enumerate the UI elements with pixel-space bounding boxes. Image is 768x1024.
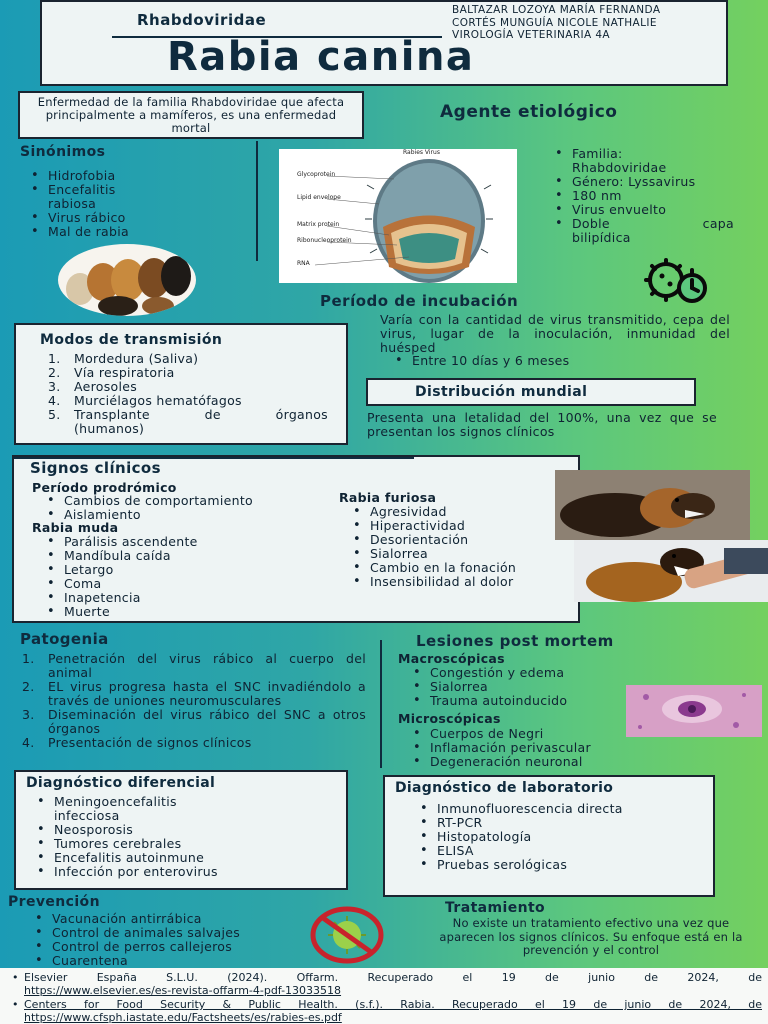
negri-body-micrograph: [626, 685, 762, 737]
list-item: • Cuerpos de Negri: [402, 727, 682, 741]
list-item: • Virus rábico: [20, 211, 150, 225]
intro-text: Enfermedad de la familia Rhabdoviridae que afecta principalmente a mamíferos, es una enfermedad mortal: [37, 95, 345, 135]
intro-box: [18, 91, 364, 139]
list-item: 3. Diseminación del virus rábico del SNC a otros órganos: [22, 707, 366, 736]
list-item: 4. Murciélagos hematófagos: [48, 393, 242, 408]
signos-divider: [14, 457, 414, 459]
list-item: • RT-PCR: [409, 816, 699, 830]
list-item: • Muerte: [36, 605, 266, 619]
biting-dog-photo: [574, 540, 768, 602]
reference-2: • Centers for Food Security & Public Health. (s.f.). Rabia. Recuperado el 19 de junio de 2024, de https://www.cfsph.iastate.edu/Factsheets/es/rabies-es.pdf: [12, 998, 762, 1024]
agente-title: Agente etiológico: [440, 102, 618, 122]
incubacion-list: [384, 354, 684, 368]
list-item: • Sialorrea: [402, 680, 632, 694]
macro-title: Macroscópicas: [398, 651, 505, 666]
course: VIROLOGÍA VETERINARIA 4A: [452, 29, 611, 41]
diagram-label: RNA: [297, 260, 310, 267]
macro-list: [402, 666, 632, 708]
sinonimos-title: Sinónimos: [20, 144, 106, 160]
section-divider: [256, 141, 258, 261]
section-divider: [380, 640, 382, 768]
diferencial-title: Diagnóstico diferencial: [26, 775, 216, 791]
diferencial-box: [14, 770, 348, 890]
list-item: • Trauma autoinducido: [402, 694, 632, 708]
list-item: • Hiperactividad: [342, 519, 582, 533]
list-item: • Pruebas serológicas: [409, 858, 699, 872]
list-item: • Inapetencia: [36, 591, 266, 605]
list-item: • Inmunofluorescencia directa: [409, 802, 699, 816]
list-item: • Congestión y edema: [402, 666, 632, 680]
list-item: • Vacunación antirrábica: [24, 912, 314, 926]
list-item: • Neosporosis: [26, 823, 226, 837]
list-item: 3. Aerosoles: [48, 379, 138, 394]
tratamiento-title: Tratamiento: [445, 900, 546, 916]
dogs-photo: [58, 244, 196, 316]
distribucion-title: Distribución mundial: [415, 384, 588, 400]
lesiones-title: Lesiones post mortem: [416, 632, 614, 650]
signos-box: [12, 455, 580, 623]
list-item: • Control de animales salvajes: [24, 926, 314, 940]
laboratorio-box: [383, 775, 715, 897]
list-item: • Histopatología: [409, 830, 699, 844]
transmision-title: Modos de transmisión: [40, 332, 223, 348]
reference-1-link[interactable]: https://www.elsevier.es/es-revista-offarm-4-pdf-13033518: [24, 984, 342, 997]
list-item: • Control de perros callejeros: [24, 940, 314, 954]
distribucion-text: Presenta una letalidad del 100%, una vez que se presentan los signos clínicos: [367, 410, 717, 439]
list-item: • Tumores cerebrales: [26, 837, 226, 851]
furiosa-title: Rabia furiosa: [339, 490, 437, 505]
signos-title: Signos clínicos: [30, 459, 161, 477]
diferencial-list: [26, 795, 226, 879]
virus-diagram-title: Rabies Virus: [403, 149, 440, 156]
diagram-label: Ribonucleoprotein: [297, 237, 352, 244]
list-item: 4. Presentación de signos clínicos: [22, 735, 252, 750]
transmision-box: [14, 323, 348, 445]
list-item: • Letargo: [36, 563, 266, 577]
reference-2-link[interactable]: https://www.cfsph.iastate.edu/Factsheets/es/rabies-es.pdf: [24, 1011, 342, 1024]
list-item: • Meningoencefalitis infecciosa: [26, 795, 226, 823]
family-label: Rhabdoviridae: [137, 11, 267, 29]
list-item: • Parálisis ascendente: [36, 535, 266, 549]
list-item: • Virus envuelto: [544, 203, 738, 217]
page-title: Rabia canina: [167, 34, 475, 80]
reference-1: • Elsevier España S.L.U. (2024). Offarm. Recuperado el 19 de junio de 2024, de https://www.elsevier.es/es-revista-offarm-4-pdf-13033518: [12, 971, 762, 997]
furiosa-list: [342, 505, 582, 589]
incubacion-title: Período de incubación: [320, 292, 519, 310]
prevencion-title: Prevención: [8, 894, 100, 910]
list-item: • Hidrofobia: [20, 169, 150, 183]
references-box: [0, 968, 768, 1024]
list-item: 2. Vía respiratoria: [48, 365, 175, 380]
list-item: 5. Transplante de órganos (humanos): [48, 407, 328, 436]
tratamiento-text: No existe un tratamiento efectivo una vez que aparecen los signos clínicos. Su enfoque está en la prevención y el control: [439, 916, 743, 957]
list-item: • 180 nm: [544, 189, 738, 203]
virus-timer-icon: [632, 256, 718, 306]
list-item: 1. Penetración del virus rábico al cuerpo del animal: [22, 651, 366, 680]
list-item: • Mal de rabia: [20, 225, 150, 239]
author-2: CORTÉS MUNGUÍA NICOLE NATHALIE: [452, 16, 657, 29]
list-item: • Género: Lyssavirus: [544, 175, 738, 189]
list-item: • Sialorrea: [342, 547, 582, 561]
distribucion-box: [366, 378, 696, 406]
list-item: • Doble capa bilipídica: [544, 217, 734, 245]
list-item: • Coma: [36, 577, 266, 591]
list-item: • Cambio en la fonación: [342, 561, 582, 575]
transmision-list: [48, 352, 328, 436]
sinonimos-list: [20, 169, 150, 239]
header-box: [40, 0, 728, 86]
list-item: 2. EL virus progresa hasta el SNC invadiéndolo a través de uniones neuromusculares: [22, 679, 366, 708]
list-item: • Infección por enterovirus: [26, 865, 286, 879]
laboratorio-title: Diagnóstico de laboratorio: [395, 780, 614, 796]
incubacion-text: Varía con la cantidad de virus transmitido, cepa del virus, lugar de la inoculación, inmunidad del huésped: [380, 312, 730, 355]
author-1: BALTAZAR LOZOYA MARÍA FERNANDA: [452, 4, 661, 16]
diagram-label: Matrix protein: [297, 221, 340, 228]
prevencion-list: [24, 912, 314, 968]
muda-title: Rabia muda: [32, 520, 119, 535]
list-item: • Entre 10 días y 6 meses: [384, 354, 684, 368]
no-virus-icon: [309, 906, 385, 964]
patogenia-title: Patogenia: [20, 630, 109, 648]
micro-title: Microscópicas: [398, 711, 501, 726]
muda-list: [36, 535, 266, 619]
laboratorio-list: [409, 802, 699, 872]
list-item: 1. Mordedura (Saliva): [48, 351, 199, 366]
list-item: • ELISA: [409, 844, 699, 858]
list-item: • Cuarentena: [24, 954, 314, 968]
list-item: • Desorientación: [342, 533, 582, 547]
list-item: • Encefalitis autoinmune: [26, 851, 226, 865]
list-item: • Cambios de comportamiento: [36, 494, 336, 508]
aggressive-dog-photo: [555, 470, 750, 540]
list-item: • Familia: Rhabdoviridae: [544, 147, 694, 175]
agente-list: [544, 147, 738, 245]
list-item: • Degeneración neuronal: [402, 755, 682, 769]
list-item: • Inflamación perivascular: [402, 741, 682, 755]
diagram-label: Lipid envelope: [297, 194, 341, 201]
list-item: • Mandíbula caída: [36, 549, 266, 563]
list-item: • Insensibilidad al dolor: [342, 575, 582, 589]
list-item: • Encefalitis rabiosa: [20, 183, 150, 211]
patogenia-list: [22, 652, 366, 750]
virus-diagram: [279, 149, 517, 283]
list-item: • Aislamiento: [36, 508, 336, 522]
authors: [452, 4, 660, 42]
prodromico-list: [36, 494, 336, 522]
prodromico-title: Período prodrómico: [32, 480, 177, 495]
list-item: • Agresividad: [342, 505, 582, 519]
diagram-label: Glycoprotein: [297, 171, 336, 178]
